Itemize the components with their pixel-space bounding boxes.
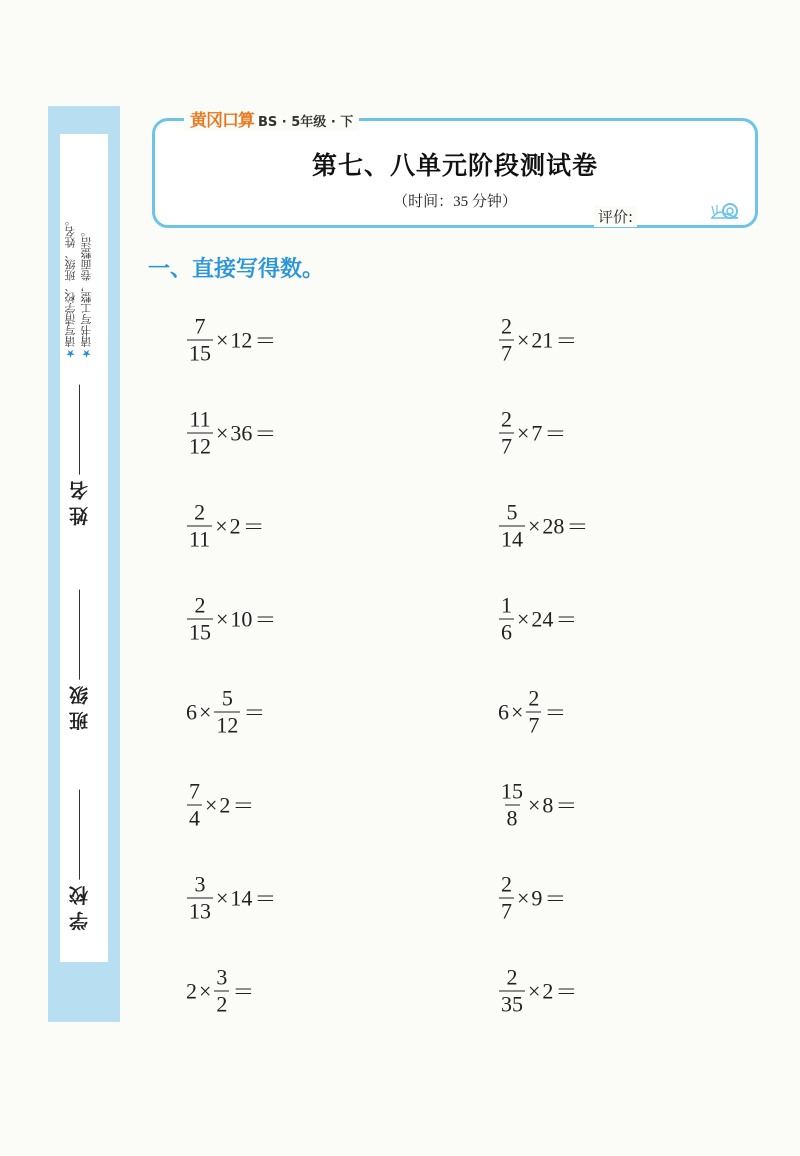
school-blank-line[interactable] xyxy=(80,790,81,880)
fraction xyxy=(187,592,213,645)
denominator: 12 xyxy=(216,712,239,738)
whole-number: 28 xyxy=(542,513,565,538)
equals-sign: ＝ xyxy=(555,607,578,633)
times-sign: × xyxy=(517,606,530,631)
numerator: 2 xyxy=(501,871,512,897)
problem-item xyxy=(186,592,278,645)
numerator: 3 xyxy=(194,871,206,897)
problem-item xyxy=(498,499,590,552)
equals-sign: ＝ xyxy=(254,328,277,354)
numerator: 2 xyxy=(528,685,540,711)
problem-item xyxy=(498,685,568,738)
name-blank-line[interactable] xyxy=(80,385,81,475)
problem-item xyxy=(186,871,278,924)
whole-number: 2 xyxy=(219,792,231,817)
numerator: 2 xyxy=(501,313,512,339)
class-field[interactable] xyxy=(66,590,106,731)
numerator: 2 xyxy=(194,592,206,618)
equals-sign: ＝ xyxy=(555,328,578,354)
whole-number: 6 xyxy=(498,699,509,724)
denominator: 13 xyxy=(189,898,211,924)
fraction xyxy=(214,685,240,738)
equals-sign: ＝ xyxy=(242,514,265,540)
numerator: 1 xyxy=(501,592,512,618)
whole-number: 12 xyxy=(230,327,253,352)
denominator: 7 xyxy=(528,712,540,738)
equals-sign: ＝ xyxy=(254,607,277,633)
times-sign: × xyxy=(199,699,212,724)
problem-item xyxy=(498,592,579,645)
denominator: 4 xyxy=(189,805,200,831)
fraction xyxy=(499,592,514,645)
numerator: 2 xyxy=(506,964,518,990)
whole-number: 6 xyxy=(186,699,197,724)
section-heading: 一、直接写得数。 xyxy=(148,257,325,282)
fraction xyxy=(187,778,202,831)
equals-sign: ＝ xyxy=(555,793,578,819)
snail-icon xyxy=(708,200,742,220)
times-sign: × xyxy=(517,885,530,910)
brand-logo: 黄冈口算 BS · 5年级 · 下 xyxy=(184,106,359,131)
numerator: 2 xyxy=(194,499,206,525)
problem-item xyxy=(498,313,579,366)
numerator: 7 xyxy=(189,778,200,804)
problem-item xyxy=(186,499,267,552)
fraction xyxy=(499,406,514,459)
whole-number: 2 xyxy=(542,978,554,1003)
times-sign: × xyxy=(528,792,541,817)
numerator: 5 xyxy=(506,499,518,525)
problem-item xyxy=(186,313,278,366)
fraction xyxy=(499,313,514,366)
school-field[interactable] xyxy=(66,790,106,931)
numerator: 7 xyxy=(194,313,206,339)
times-sign: × xyxy=(511,699,524,724)
grade-label: BS · 5年级 · 下 xyxy=(258,115,354,130)
denominator: 35 xyxy=(501,991,523,1017)
class-blank-line[interactable] xyxy=(80,590,81,680)
fraction xyxy=(187,313,213,366)
equals-sign: ＝ xyxy=(232,793,255,819)
problem-item xyxy=(498,964,579,1017)
fraction xyxy=(187,871,213,924)
times-sign: × xyxy=(205,792,218,817)
whole-number: 7 xyxy=(531,420,543,445)
times-sign: × xyxy=(517,327,530,352)
whole-number: 21 xyxy=(531,327,554,352)
denominator: 8 xyxy=(506,805,518,831)
time-limit: （时间：35 分钟） xyxy=(393,194,517,210)
whole-number: 8 xyxy=(542,792,554,817)
fraction xyxy=(499,778,525,831)
numerator: 3 xyxy=(216,964,228,990)
equals-sign: ＝ xyxy=(232,979,255,1005)
notice-line-1: ★请写清学校、班级、姓名。 xyxy=(64,215,77,360)
times-sign: × xyxy=(215,513,228,538)
denominator: 7 xyxy=(501,898,512,924)
equals-sign: ＝ xyxy=(555,979,578,1005)
name-label: 姓 名 xyxy=(69,481,91,526)
numerator: 15 xyxy=(501,778,523,804)
notice-line-2: ★请书写工整，卷面整洁。 xyxy=(80,226,93,360)
fraction xyxy=(187,499,212,552)
fraction xyxy=(499,964,525,1017)
denominator: 12 xyxy=(189,433,211,459)
problem-item xyxy=(186,964,256,1017)
problem-item xyxy=(186,685,267,738)
problem-item xyxy=(498,871,568,924)
problem-item xyxy=(186,406,278,459)
equals-sign: ＝ xyxy=(254,886,277,912)
equals-sign: ＝ xyxy=(544,421,567,447)
equals-sign: ＝ xyxy=(254,421,277,447)
times-sign: × xyxy=(216,885,229,910)
denominator: 15 xyxy=(189,619,211,645)
times-sign: × xyxy=(216,420,229,445)
fraction xyxy=(526,685,541,738)
denominator: 7 xyxy=(501,433,512,459)
equals-sign: ＝ xyxy=(243,700,266,726)
problem-item xyxy=(498,778,579,831)
denominator: 6 xyxy=(501,619,512,645)
star-icon: ★ xyxy=(80,347,93,360)
denominator: 7 xyxy=(501,340,512,366)
times-sign: × xyxy=(216,327,229,352)
denominator: 15 xyxy=(189,340,211,366)
whole-number: 36 xyxy=(230,420,253,445)
fraction xyxy=(499,499,525,552)
times-sign: × xyxy=(216,606,229,631)
times-sign: × xyxy=(528,978,541,1003)
numerator: 2 xyxy=(501,406,512,432)
fraction xyxy=(187,406,213,459)
evaluation-label: 评价: xyxy=(594,206,637,227)
class-label: 班 级 xyxy=(69,686,91,731)
times-sign: × xyxy=(199,978,212,1003)
name-field[interactable] xyxy=(66,385,106,526)
numerator: 5 xyxy=(221,685,233,711)
whole-number: 24 xyxy=(531,606,554,631)
equals-sign: ＝ xyxy=(544,700,567,726)
problem-item xyxy=(498,406,568,459)
whole-number: 10 xyxy=(230,606,253,631)
equals-sign: ＝ xyxy=(566,514,589,540)
school-label: 学 校 xyxy=(69,886,91,931)
star-icon: ★ xyxy=(64,347,77,360)
denominator: 11 xyxy=(189,526,211,552)
times-sign: × xyxy=(517,420,530,445)
fraction xyxy=(214,964,229,1017)
denominator: 14 xyxy=(501,526,523,552)
times-sign: × xyxy=(528,513,541,538)
numerator: 11 xyxy=(189,406,211,432)
fraction xyxy=(499,871,514,924)
whole-number: 2 xyxy=(186,978,197,1003)
page-title: 第七、八单元阶段测试卷 xyxy=(311,151,598,180)
whole-number: 14 xyxy=(230,885,253,910)
equals-sign: ＝ xyxy=(544,886,567,912)
whole-number: 2 xyxy=(229,513,241,538)
problem-item xyxy=(186,778,256,831)
denominator: 2 xyxy=(216,991,228,1017)
whole-number: 9 xyxy=(531,885,543,910)
